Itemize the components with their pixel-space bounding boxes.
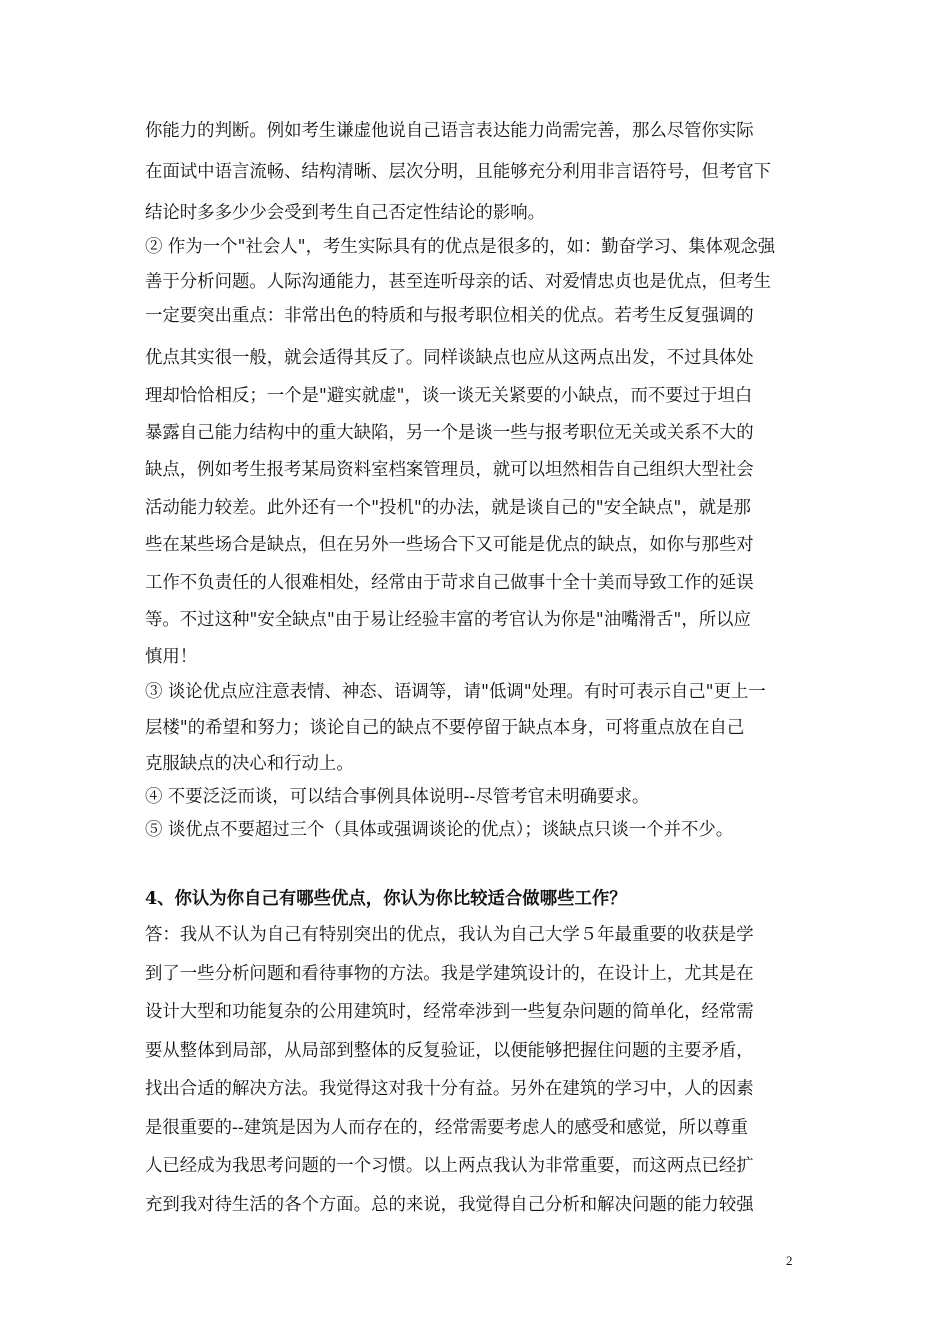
answer-line: 设计大型和功能复杂的公用建筑时，经常牵涉到一些复杂问题的简单化，经常需: [145, 1002, 754, 1022]
page-number: 2: [786, 1253, 793, 1268]
paragraph-line: 结论时多多少少会受到考生自己否定性结论的影响。: [145, 203, 545, 223]
point-3-line: ③ 谈论优点应注意表情、神态、语调等，请"低调"处理。有时可表示自己"更上一: [145, 682, 766, 702]
point-3-line: 层楼"的希望和努力；谈论自己的缺点不要停留于缺点本身，可将重点放在自己: [145, 718, 745, 738]
point-2-line: 等。不过这种"安全缺点"由于易让经验丰富的考官认为你是"油嘴滑舌"，所以应: [145, 610, 751, 630]
answer-line: 到了一些分析问题和看待事物的方法。我是学建筑设计的，在设计上，尤其是在: [145, 964, 754, 984]
answer-line: 答：我从不认为自己有特别突出的优点，我认为自己大学５年最重要的收获是学: [145, 925, 754, 945]
point-2-line: 善于分析问题。人际沟通能力，甚至连听母亲的话、对爱情忠贞也是优点，但考生: [145, 272, 772, 292]
answer-line: 是很重要的--建筑是因为人而存在的，经常需要考虑人的感受和感觉，所以尊重: [145, 1118, 749, 1138]
point-2-line: 理却恰恰相反；一个是"避实就虚"，谈一谈无关紧要的小缺点，而不要过于坦白: [145, 386, 753, 406]
point-3-line: 克服缺点的决心和行动上。: [145, 754, 354, 774]
answer-line: 要从整体到局部，从局部到整体的反复验证，以便能够把握住问题的主要矛盾，: [145, 1041, 754, 1061]
point-2-line: 慎用！: [145, 647, 198, 667]
point-2-line: 优点其实很一般，就会适得其反了。同样谈缺点也应从这两点出发，不过具体处: [145, 348, 754, 368]
point-2-line: 些在某些场合是缺点，但在另外一些场合下又可能是优点的缺点，如你与那些对: [145, 535, 754, 555]
question-heading: 4、你认为你自己有哪些优点，你认为你比较适合做哪些工作？: [145, 889, 627, 909]
paragraph-line: 你能力的判断。例如考生谦虚他说自己语言表达能力尚需完善，那么尽管你实际: [145, 121, 754, 141]
point-2-line: 暴露自己能力结构中的重大缺陷，另一个是谈一些与报考职位无关或关系不大的: [145, 423, 754, 443]
point-4-line: ④ 不要泛泛而谈，可以结合事例具体说明--尽管考官未明确要求。: [145, 787, 650, 807]
point-2-line: 活动能力较差。此外还有一个"投机"的办法，就是谈自己的"安全缺点"，就是那: [145, 498, 751, 518]
answer-line: 找出合适的解决方法。我觉得这对我十分有益。另外在建筑的学习中，人的因素: [145, 1079, 754, 1099]
answer-line: 人已经成为我思考问题的一个习惯。以上两点我认为非常重要，而这两点已经扩: [145, 1156, 754, 1176]
answer-line: 充到我对待生活的各个方面。总的来说，我觉得自己分析和解决问题的能力较强: [145, 1195, 754, 1215]
point-2-line: 工作不负责任的人很难相处，经常由于苛求自己做事十全十美而导致工作的延误: [145, 573, 754, 593]
point-2-line: 一定要突出重点：非常出色的特质和与报考职位相关的优点。若考生反复强调的: [145, 306, 754, 326]
point-2-line: ② 作为一个"社会人"，考生实际具有的优点是很多的，如：勤奋学习、集体观念强: [145, 237, 776, 257]
point-5-line: ⑤ 谈优点不要超过三个（具体或强调谈论的优点）；谈缺点只谈一个并不少。: [145, 820, 734, 840]
paragraph-line: 在面试中语言流畅、结构清晰、层次分明，且能够充分利用非言语符号，但考官下: [145, 162, 772, 182]
point-2-line: 缺点，例如考生报考某局资料室档案管理员，就可以坦然相告自己组织大型社会: [145, 460, 754, 480]
